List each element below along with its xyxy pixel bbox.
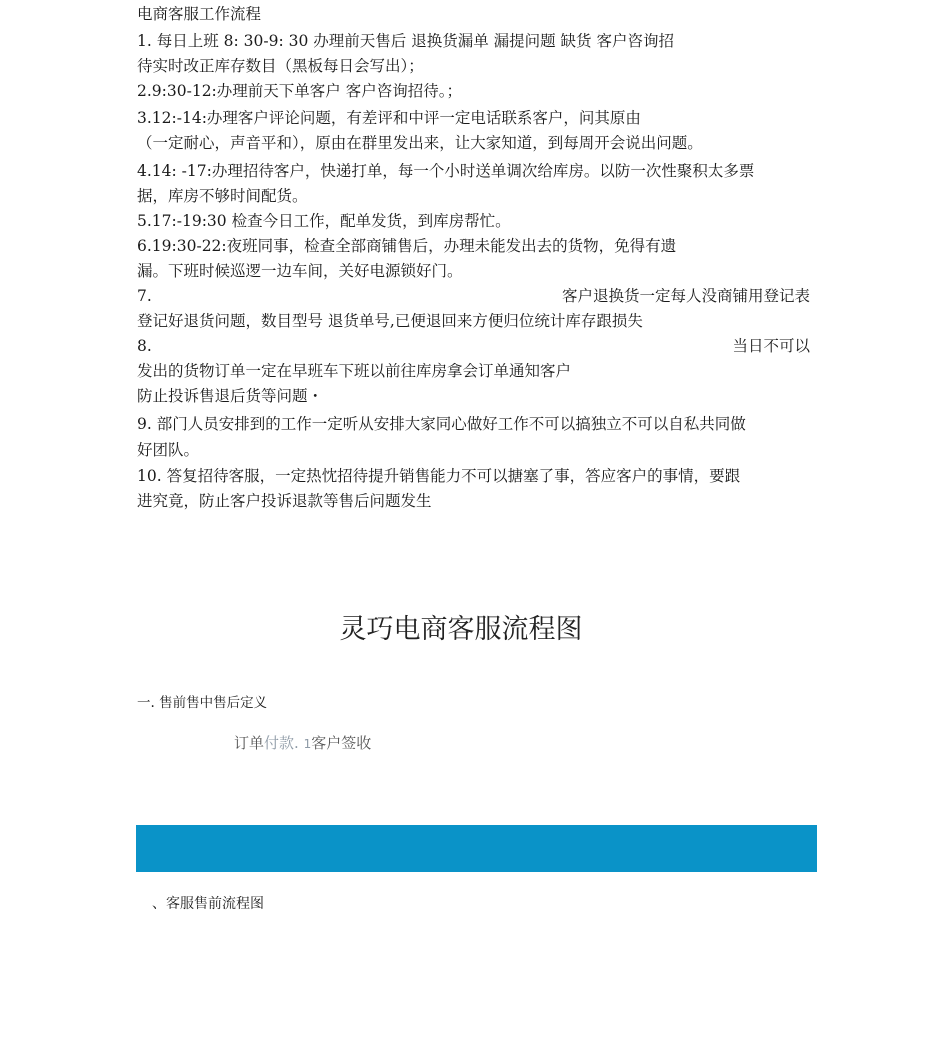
item-5: 5.17:-19:30 检查今日工作，配单发货，到库房帮忙。 [137, 212, 511, 230]
item-1-line-2: 待实时改正库存数目（黑板每日会写出）； [137, 57, 424, 75]
item-3-line-2: （一定耐心，声音平和），原由在群里发出来，让大家知道，到每周开会说出问题。 [137, 134, 703, 152]
item-9-line-1: 9. 部门人员安排到的工作一定听从安排大家同心做好工作不可以搞独立不可以自私共同做 [137, 415, 746, 433]
item-6-line-2: 漏。下班时候巡逻一边车间，关好电源锁好门。 [137, 262, 463, 280]
item-6-line-1: 6.19:30-22:夜班同事，检查全部商铺售后，办理未能发出去的货物，免得有遗 [137, 237, 677, 255]
item-8-line-2: 发出的货物订单一定在早班车下班以前往库房拿会订单通知客户 [137, 362, 572, 380]
flowchart-title: 灵巧电商客服流程图 [339, 614, 583, 645]
item-8-number: 8. [137, 337, 152, 355]
flow-step-order: 订单 [234, 734, 265, 752]
item-1-line-1: 1. 每日上班 8: 30-9: 30 办理前天售后 退换货漏单 漏提问题 缺货 客户咨询招 [137, 32, 674, 50]
item-4-line-2: 据，库房不够时间配货。 [137, 187, 308, 205]
item-10-line-2: 进究竟，防止客户投诉退款等售后问题发生 [137, 492, 432, 510]
item-7-line-2: 登记好退货问题，数目型号 退货单号,已便退回来方便归位统计库存跟损失 [137, 312, 643, 330]
section-heading-presales-flow: 、客服售前流程图 [152, 896, 264, 912]
item-8-line-3: 防止投诉售退后货等问题・ [137, 387, 324, 405]
flow-step-payment: 付款. [264, 734, 299, 752]
item-4-line-1: 4.14: -17:办理招待客户，快递打单，每一个小时送单调次给库房。以防一次性聚积太多票 [137, 162, 755, 180]
blue-banner [136, 825, 817, 872]
item-3-line-1: 3.12:-14:办理客户评论问题，有差评和中评一定电话联系客户，问其原由 [137, 109, 641, 127]
item-9-line-2: 好团队。 [137, 441, 200, 459]
item-2: 2.9:30-12:办理前天下单客户 客户咨询招待。； [137, 82, 462, 100]
item-7-number: 7. [137, 287, 152, 305]
item-8-line-1: 当日不可以 [732, 337, 810, 355]
item-10-line-1: 10. 答复招待客服，一定热忱招待提升销售能力不可以搪塞了事，答应客户的事情，要跟 [137, 467, 741, 485]
item-7-line-1: 客户退换货一定每人没商铺用登记表 [561, 287, 810, 305]
flow-step-marker: 1 [303, 737, 312, 751]
flow-step-signed: 客户签收 [311, 734, 372, 752]
order-flow-labels [234, 733, 371, 754]
section-heading-definitions: 一. 售前售中售后定义 [137, 695, 268, 711]
doc-heading: 电商客服工作流程 [137, 5, 262, 23]
